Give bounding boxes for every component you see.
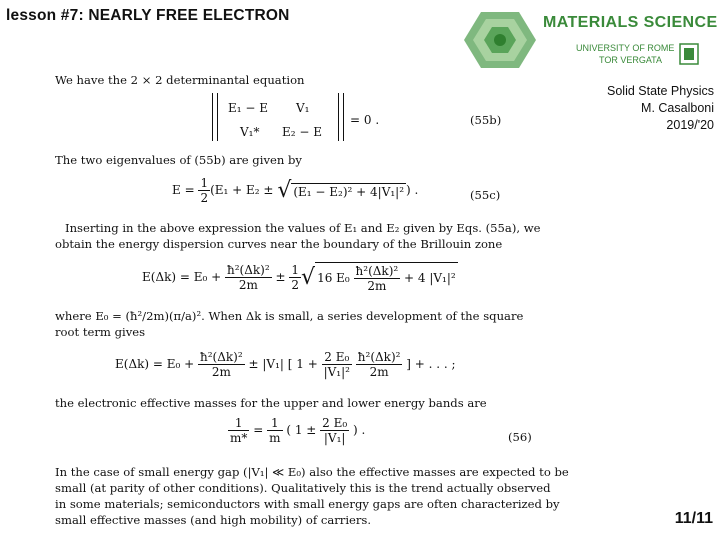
paragraph-line: Inserting in the above expression the values of E₁ and E₂ given by Eqs. (55a), we: [65, 221, 541, 235]
eq-lhs: E =: [172, 183, 195, 197]
det-a11: E₁ − E: [228, 101, 269, 115]
eq-fraction: [322, 350, 352, 379]
academic-year: 2019/'20: [666, 118, 714, 132]
eq-mid: ± |V₁|: [248, 357, 284, 371]
paragraph-line: small effective masses (and high mobility) of carriers.: [55, 513, 372, 527]
frac-den: m*: [230, 431, 248, 445]
eq-lhs: E(Δk) = E₀ +: [142, 270, 222, 284]
det-rhs: = 0 .: [350, 113, 380, 127]
frac-num: ħ²(Δk)²: [227, 263, 270, 277]
frac-num: ħ²(Δk)²: [200, 350, 243, 364]
det-a21: V₁*: [240, 125, 260, 139]
eq-bracket: ] + . . . ;: [406, 357, 456, 371]
university-crest-icon: [679, 43, 699, 65]
frac-num: 1: [228, 416, 249, 431]
frac-num: ħ²(Δk)²: [355, 264, 399, 278]
eq-equals: =: [253, 423, 264, 437]
equation-series: [115, 350, 456, 379]
equation-56: [228, 416, 365, 445]
sqrt-part: 16 E₀: [317, 271, 350, 285]
equation-number: (56): [508, 430, 532, 444]
brand-name: MATERIALS SCIENCE: [543, 14, 718, 31]
frac-den: 2m: [238, 278, 258, 292]
frac-num: 2 E₀: [322, 416, 348, 430]
course-info: [554, 83, 714, 134]
paragraph-line: root term gives: [55, 325, 146, 339]
frac-den: |V₁|²: [323, 365, 350, 379]
eq-fraction: [198, 350, 245, 379]
course-name: Solid State Physics: [607, 84, 714, 98]
eq-fraction: [289, 263, 301, 292]
frac-den: 2: [291, 278, 300, 292]
eq-fraction: [225, 263, 272, 292]
frac-num: 1: [291, 263, 300, 277]
frac-num: ħ²(Δk)²: [357, 350, 401, 364]
page-number: 11/11: [674, 510, 713, 527]
eq-fraction: [198, 176, 210, 205]
eq-pm: ±: [275, 270, 286, 284]
frac-num: 1: [200, 176, 209, 190]
sqrt-part: + 4 |V₁|²: [404, 271, 456, 285]
eq-fraction: [356, 350, 403, 379]
equation-number: (55c): [470, 188, 501, 202]
eq-fraction: [267, 416, 282, 445]
equation-dispersion: E(Δk) = E₀ + $\frac{\text{ħ²(Δk)²}}{2m}$ ± $\frac{1}{2}$ √ 16 E₀ $\frac{\text{ħ²(Δk)²}}{2m}$ + 4 |V₁|²: [142, 263, 456, 293]
frac-den: |V₁|: [323, 431, 346, 445]
paragraph-line: where E₀ = (ħ²/2m)(π/a)². When Δk is small, a series development of the square: [55, 309, 524, 323]
author-name: M. Casalboni: [641, 101, 714, 115]
eq-body: (E₁ + E₂ ±: [210, 183, 278, 197]
det-bar-left-inner: [217, 93, 220, 141]
frac-den: 2m: [211, 365, 231, 379]
eq-sqrt: (E₁ − E₂)² + 4|V₁|²: [293, 184, 405, 199]
eq-lhs: E(Δk) = E₀ +: [115, 357, 195, 371]
frac-den: m: [269, 431, 281, 445]
paragraph-line: In the case of small energy gap (|V₁| ≪ E₀) also the effective masses are expected to be: [55, 465, 569, 479]
frac-den: 2m: [369, 365, 389, 379]
university-name: UNIVERSITY OF ROME: [576, 43, 675, 53]
page-title: lesson #7: NEARLY FREE ELECTRON: [6, 7, 290, 24]
paragraph-line: obtain the energy dispersion curves near the boundary of the Brillouin zone: [55, 237, 503, 251]
frac-den: 2: [200, 191, 209, 205]
eigen-text: The two eigenvalues of (55b) are given by: [55, 153, 302, 167]
eq-fraction: [354, 264, 401, 293]
eq-bracket: [ 1 +: [287, 357, 318, 371]
eq-sqrt: [315, 262, 458, 293]
frac-num: 2 E₀: [322, 350, 352, 365]
eq-paren: ) .: [353, 423, 366, 437]
eq-fraction: [320, 416, 349, 445]
eq-body-end: ) .: [406, 183, 419, 197]
frac-num: 1: [267, 416, 282, 431]
equation-number: (55b): [470, 113, 502, 127]
hexagon-logo-icon: [462, 10, 538, 70]
det-bar-right-inner: [343, 93, 346, 141]
det-a22: E₂ − E: [282, 125, 323, 139]
intro-text: We have the 2 × 2 determinantal equation: [55, 73, 305, 87]
eq-paren: ( 1 ±: [286, 423, 317, 437]
paragraph-line: small (at parity of other conditions). Qualitatively this is the trend actually observed: [55, 481, 551, 495]
eq-fraction: [228, 416, 249, 445]
paragraph-line: in some materials; semiconductors with small energy gaps are often characterized by: [55, 497, 560, 511]
university-subname: TOR VERGATA: [599, 55, 663, 65]
equation-55c: E = $\frac{1}{2}$ (E₁ + E₂ ± √ (E₁ − E₂)² + 4|V₁|² ) .: [172, 176, 419, 205]
det-bar-right: [338, 93, 341, 141]
frac-den: 2m: [367, 279, 387, 293]
paragraph-line: the electronic effective masses for the upper and lower energy bands are: [55, 396, 487, 410]
det-a12: V₁: [296, 101, 310, 115]
